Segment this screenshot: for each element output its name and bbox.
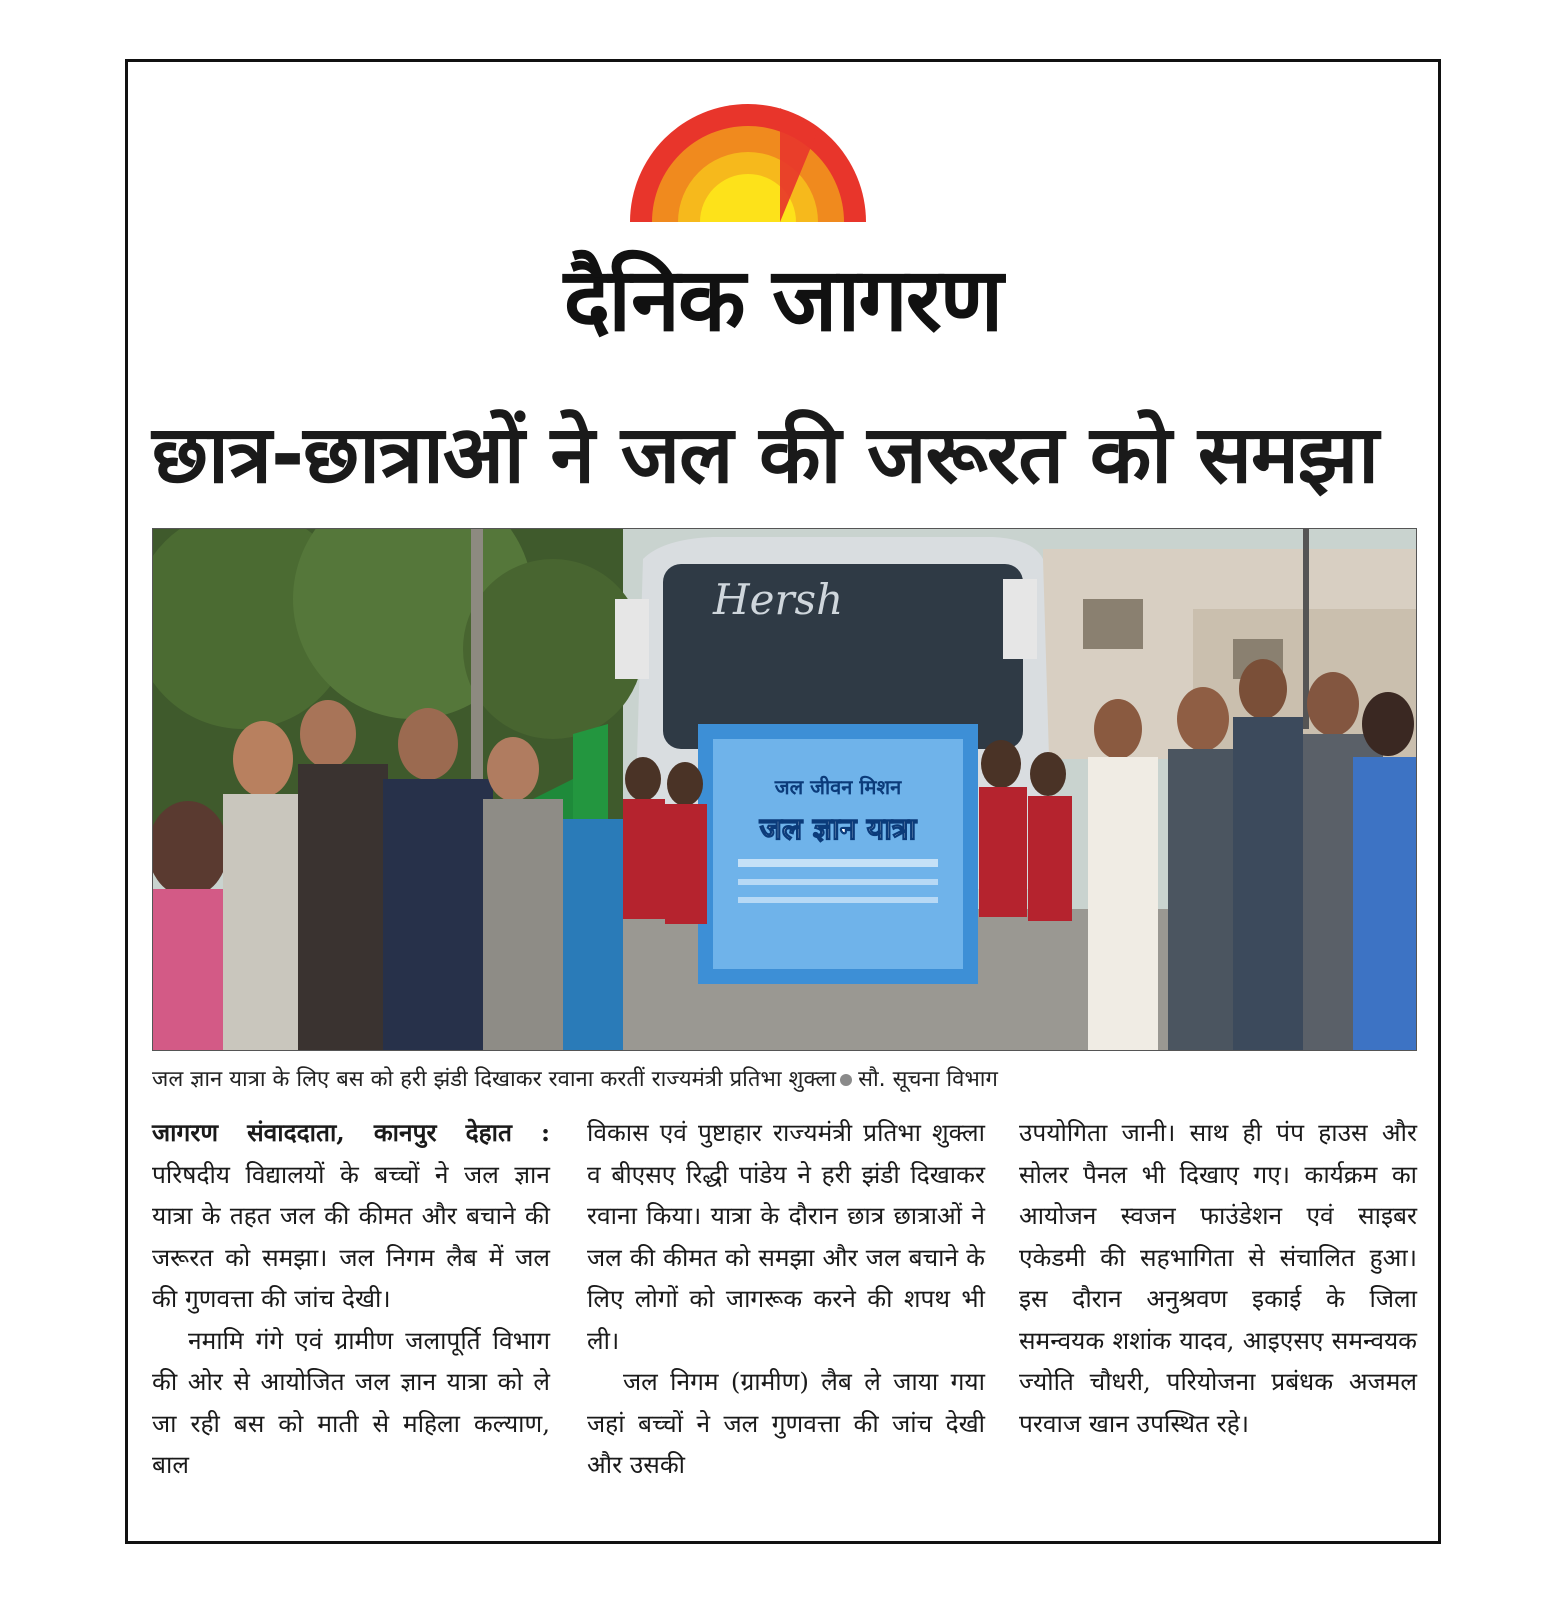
article-column-1: [152, 1112, 550, 1486]
sun-logo-icon: [630, 100, 866, 222]
paragraph-text: नमामि गंगे एवं ग्रामीण जलापूर्ति विभाग की ओर से आयोजित जल ज्ञान यात्रा को ले जा रही बस को माती से महिला कल्याण, बाल: [152, 1325, 550, 1479]
paragraph-text: परिषदीय विद्यालयों के बच्चों ने जल ज्ञान यात्रा के तहत जल की कीमत और बचाने की जरूरत को समझा। जल निगम लैब में जल की गुणवत्ता की जांच देखी।: [152, 1159, 550, 1313]
article-column-3: [1019, 1112, 1417, 1444]
photo-caption: [152, 1063, 1417, 1097]
paragraph-text: जल निगम (ग्रामीण) लैब ले जाया गया जहां बच्चों ने जल गुणवत्ता की जांच देखी और उसकी: [587, 1367, 985, 1479]
bus-brand-text: Hersh: [713, 575, 844, 624]
caption-text: जल ज्ञान यात्रा के लिए बस को हरी झंडी दिखाकर रवाना करतीं राज्यमंत्री प्रतिभा शुक्ला: [152, 1067, 837, 1092]
bullet-icon: [840, 1074, 852, 1086]
banner-line2: जल ज्ञान यात्रा: [759, 812, 917, 847]
caption-credit: सौ. सूचना विभाग: [858, 1067, 998, 1092]
article-headline: छात्र-छात्राओं ने जल की जरूरत को समझा: [152, 408, 1378, 501]
banner-line1: जल जीवन मिशन: [774, 775, 902, 799]
paragraph-text: विकास एवं पुष्टाहार राज्यमंत्री प्रतिभा शुक्ला व बीएसए रिद्धी पांडेय ने हरी झंडी दिखाकर रवाना किया। यात्रा के दौरान छात्र छात्राओं ने जल की कीमत को समझा और जल बचाने के लिए लोगों को जागरूक करने की शपथ भी ली।: [587, 1118, 985, 1355]
article-dateline: जागरण संवाददाता, कानपुर देहात :: [152, 1118, 550, 1147]
newspaper-masthead: दैनिक जागरण: [563, 248, 1002, 351]
article-column-2: [587, 1112, 985, 1486]
article-photo: [152, 528, 1417, 1051]
paragraph-text: उपयोगिता जानी। साथ ही पंप हाउस और सोलर पैनल भी दिखाए गए। कार्यक्रम का आयोजन स्वजन फाउंडेशन एवं साइबर एकेडमी की सहभागिता से संचालित हुआ। इस दौरान अनुश्रवण इकाई के जिला समन्वयक शशांक यादव, आइएसए समन्वयक ज्योति चौधरी, परियोजना प्रबंधक अजमल परवाज खान उपस्थित रहे।: [1019, 1118, 1417, 1438]
